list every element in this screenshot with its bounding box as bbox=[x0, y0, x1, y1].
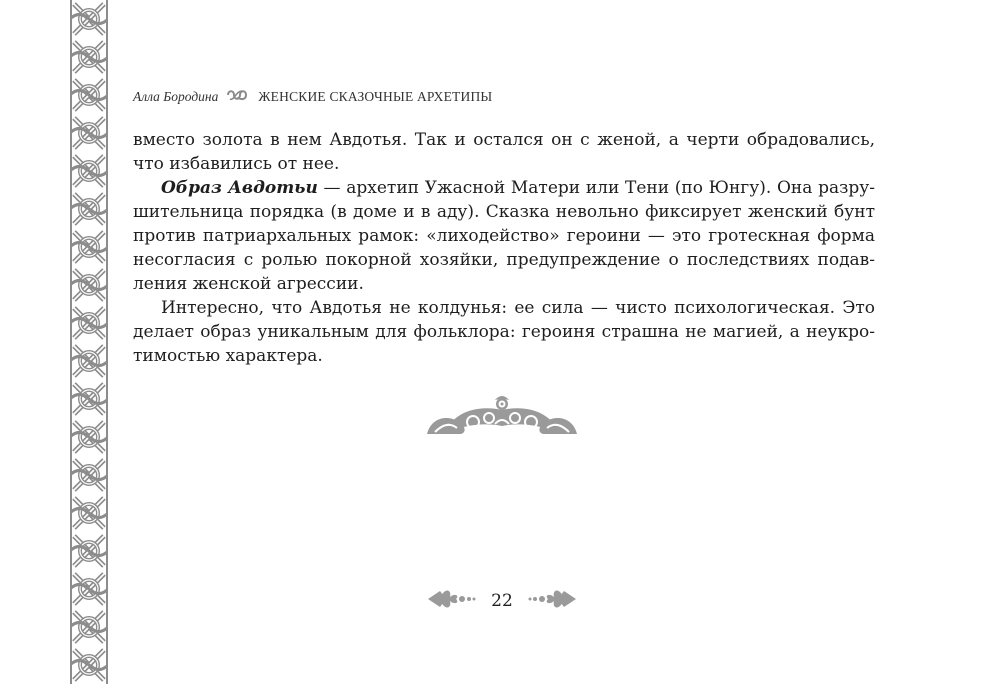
paragraph-1: вместо золота в нем Авдотья. Так и остался он с женой, а черти обрадовались, что избавились от нее. bbox=[133, 130, 875, 174]
page-number: 22 bbox=[491, 591, 513, 611]
header-author: Алла Бородина bbox=[133, 89, 219, 104]
paragraph-2-text: — архетип Ужасной Матери или Тени (по Юнгу). Она разрушительница порядка (в доме и в аду). Сказка невольно фиксирует женский бунт против патриархальных рамок: «лиходейство» героини — это гротескная форма несогласия с ролью покорной хозяйки, предупреждение о последствиях подавления женской агрессии. bbox=[133, 178, 875, 294]
celtic-border-ornament bbox=[70, 0, 108, 684]
paragraph-3: Интересно, что Авдотья не колдунья: ее сила — чисто психологическая. Это делает образ уникальным для фольклора: героиня страшна не магией, а неукротимостью характера. bbox=[133, 298, 875, 366]
page-footer bbox=[426, 586, 578, 616]
leaf-ornament-right-icon bbox=[528, 585, 578, 617]
celtic-knot-icon bbox=[226, 88, 250, 106]
scroll-divider-ornament bbox=[425, 396, 579, 436]
paragraph-2 bbox=[133, 176, 875, 296]
paragraph-2-term: Образ Авдотьи bbox=[161, 178, 318, 198]
header-book-title: ЖЕНСКИЕ СКАЗОЧНЫЕ АРХЕТИПЫ bbox=[258, 89, 493, 104]
main-text bbox=[133, 128, 875, 368]
running-header bbox=[133, 88, 492, 106]
leaf-ornament-left-icon bbox=[426, 585, 476, 617]
